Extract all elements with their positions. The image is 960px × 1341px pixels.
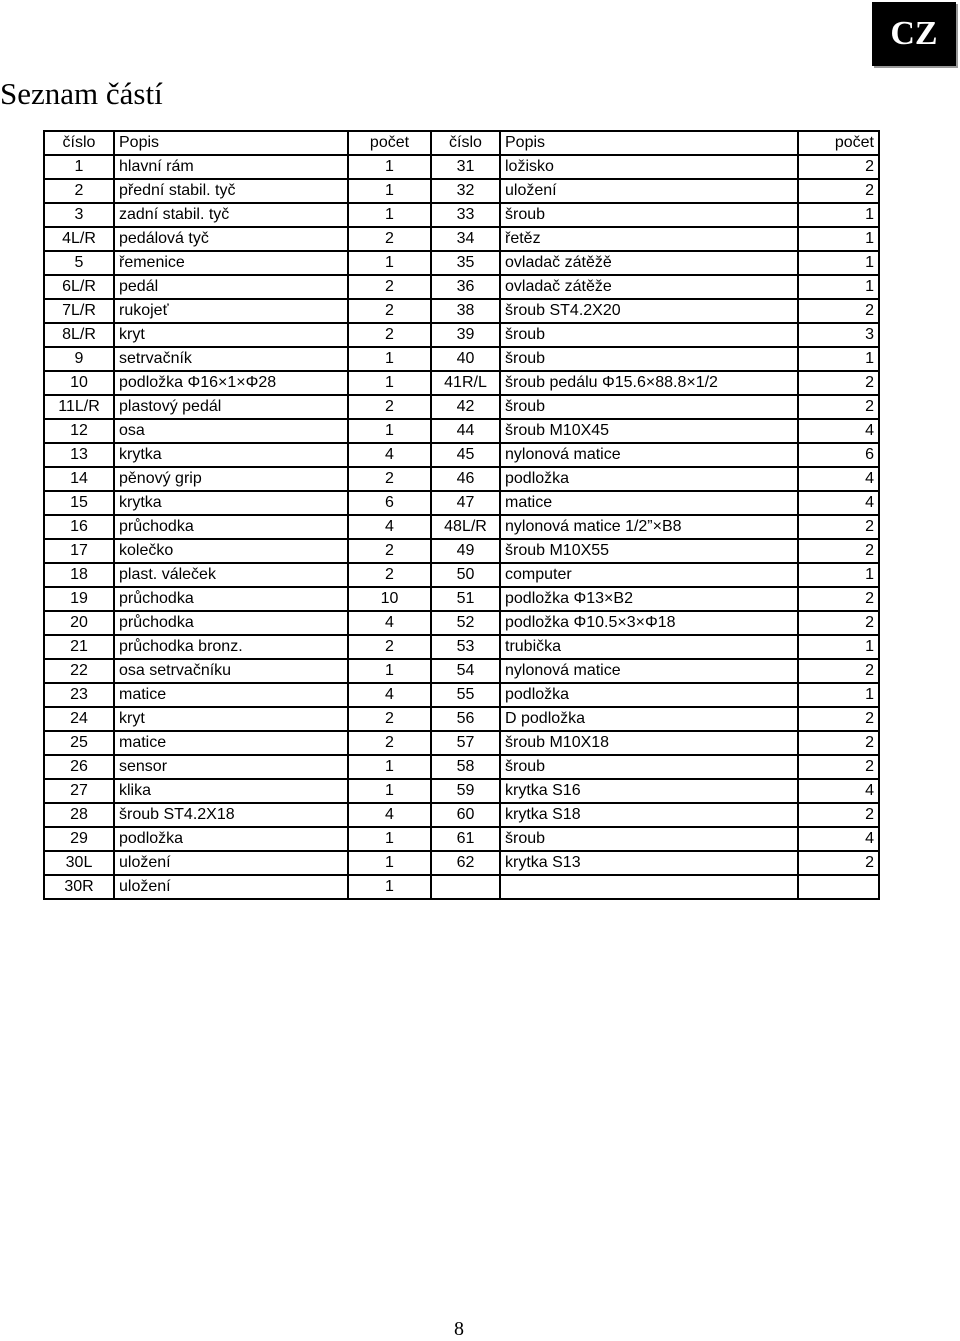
part-quantity-right: 4 — [798, 419, 879, 443]
part-number-right — [431, 875, 500, 899]
part-number-left: 29 — [44, 827, 114, 851]
header-popis-right: Popis — [500, 131, 798, 155]
part-number-right: 46 — [431, 467, 500, 491]
part-number-right: 36 — [431, 275, 500, 299]
part-description-right: nylonová matice — [500, 659, 798, 683]
part-description-left: setrvačník — [114, 347, 348, 371]
part-number-left: 5 — [44, 251, 114, 275]
table-row — [44, 515, 879, 539]
part-number-right: 40 — [431, 347, 500, 371]
page-number: 8 — [454, 1318, 464, 1340]
part-quantity-left: 4 — [348, 683, 431, 707]
part-number-right: 31 — [431, 155, 500, 179]
part-number-left: 21 — [44, 635, 114, 659]
table-row — [44, 755, 879, 779]
part-description-left: průchodka — [114, 611, 348, 635]
part-number-left: 28 — [44, 803, 114, 827]
part-number-right: 44 — [431, 419, 500, 443]
part-description-right: krytka S16 — [500, 779, 798, 803]
part-number-right: 50 — [431, 563, 500, 587]
part-description-left: kryt — [114, 707, 348, 731]
part-quantity-left: 4 — [348, 443, 431, 467]
part-quantity-right: 1 — [798, 635, 879, 659]
part-number-left: 30L — [44, 851, 114, 875]
part-number-left: 6L/R — [44, 275, 114, 299]
part-quantity-left: 2 — [348, 563, 431, 587]
part-quantity-right: 3 — [798, 323, 879, 347]
part-description-left: uložení — [114, 851, 348, 875]
part-quantity-right: 1 — [798, 203, 879, 227]
table-row — [44, 347, 879, 371]
table-row — [44, 659, 879, 683]
table-row — [44, 395, 879, 419]
part-number-left: 16 — [44, 515, 114, 539]
part-number-right: 60 — [431, 803, 500, 827]
part-number-left: 15 — [44, 491, 114, 515]
part-number-left: 17 — [44, 539, 114, 563]
part-quantity-left: 2 — [348, 299, 431, 323]
part-number-right: 35 — [431, 251, 500, 275]
part-description-left: krytka — [114, 491, 348, 515]
part-description-right: šroub pedálu Φ15.6×88.8×1/2 — [500, 371, 798, 395]
table-row — [44, 875, 879, 899]
part-quantity-right: 1 — [798, 275, 879, 299]
part-description-left: pedálová tyč — [114, 227, 348, 251]
part-description-right: ovladač zátěžě — [500, 251, 798, 275]
part-number-left: 14 — [44, 467, 114, 491]
part-description-left: plastový pedál — [114, 395, 348, 419]
part-description-left: přední stabil. tyč — [114, 179, 348, 203]
table-row — [44, 587, 879, 611]
table-row — [44, 299, 879, 323]
part-description-left: kryt — [114, 323, 348, 347]
part-description-right: šroub M10X18 — [500, 731, 798, 755]
part-quantity-right: 6 — [798, 443, 879, 467]
part-quantity-left: 4 — [348, 515, 431, 539]
part-description-left: kolečko — [114, 539, 348, 563]
table-row — [44, 443, 879, 467]
part-quantity-left: 1 — [348, 371, 431, 395]
part-quantity-right: 1 — [798, 563, 879, 587]
part-quantity-right: 1 — [798, 347, 879, 371]
part-description-right: šroub — [500, 755, 798, 779]
part-quantity-left: 2 — [348, 227, 431, 251]
part-quantity-right: 4 — [798, 779, 879, 803]
part-quantity-left: 1 — [348, 155, 431, 179]
parts-table — [43, 130, 880, 900]
header-cislo-right: číslo — [431, 131, 500, 155]
part-description-left: krytka — [114, 443, 348, 467]
part-description-left: pedál — [114, 275, 348, 299]
header-cislo-left: číslo — [44, 131, 114, 155]
part-number-left: 24 — [44, 707, 114, 731]
part-description-right: trubička — [500, 635, 798, 659]
part-quantity-left: 1 — [348, 179, 431, 203]
part-number-left: 9 — [44, 347, 114, 371]
part-description-left: osa — [114, 419, 348, 443]
part-description-left: podložka Φ16×1×Φ28 — [114, 371, 348, 395]
part-quantity-left: 1 — [348, 875, 431, 899]
part-number-right: 58 — [431, 755, 500, 779]
part-number-right: 34 — [431, 227, 500, 251]
part-number-left: 3 — [44, 203, 114, 227]
part-number-right: 49 — [431, 539, 500, 563]
part-quantity-right: 4 — [798, 491, 879, 515]
part-number-right: 57 — [431, 731, 500, 755]
part-number-left: 23 — [44, 683, 114, 707]
part-description-left: průchodka bronz. — [114, 635, 348, 659]
part-number-right: 53 — [431, 635, 500, 659]
table-row — [44, 683, 879, 707]
part-number-right: 59 — [431, 779, 500, 803]
page-title: Seznam částí — [0, 76, 163, 111]
part-quantity-right: 2 — [798, 515, 879, 539]
part-quantity-right: 2 — [798, 395, 879, 419]
part-number-right: 32 — [431, 179, 500, 203]
part-description-right: computer — [500, 563, 798, 587]
part-number-left: 25 — [44, 731, 114, 755]
part-quantity-left: 2 — [348, 275, 431, 299]
part-quantity-left: 2 — [348, 395, 431, 419]
part-quantity-right — [798, 875, 879, 899]
part-quantity-right: 2 — [798, 155, 879, 179]
part-description-right: nylonová matice — [500, 443, 798, 467]
part-quantity-left: 2 — [348, 323, 431, 347]
part-number-left: 20 — [44, 611, 114, 635]
part-description-right: D podložka — [500, 707, 798, 731]
part-quantity-left: 2 — [348, 467, 431, 491]
part-quantity-left: 1 — [348, 203, 431, 227]
part-description-right: podložka Φ13×B2 — [500, 587, 798, 611]
part-quantity-right: 2 — [798, 803, 879, 827]
part-number-right: 51 — [431, 587, 500, 611]
part-description-right: šroub M10X45 — [500, 419, 798, 443]
part-number-left: 26 — [44, 755, 114, 779]
part-quantity-left: 1 — [348, 755, 431, 779]
part-number-left: 2 — [44, 179, 114, 203]
part-description-right: šroub ST4.2X20 — [500, 299, 798, 323]
part-description-right: podložka Φ10.5×3×Φ18 — [500, 611, 798, 635]
part-description-left: matice — [114, 731, 348, 755]
part-number-right: 48L/R — [431, 515, 500, 539]
part-description-right: podložka — [500, 467, 798, 491]
part-quantity-left: 1 — [348, 851, 431, 875]
part-quantity-right: 2 — [798, 707, 879, 731]
parts-table-body — [44, 131, 879, 899]
part-description-right: řetěz — [500, 227, 798, 251]
part-description-right: šroub — [500, 827, 798, 851]
part-number-right: 45 — [431, 443, 500, 467]
table-row — [44, 323, 879, 347]
part-description-left: průchodka — [114, 587, 348, 611]
part-number-left: 22 — [44, 659, 114, 683]
part-number-right: 55 — [431, 683, 500, 707]
table-row — [44, 275, 879, 299]
table-row — [44, 851, 879, 875]
part-quantity-left: 1 — [348, 779, 431, 803]
part-quantity-left: 1 — [348, 827, 431, 851]
table-row — [44, 371, 879, 395]
part-number-left: 19 — [44, 587, 114, 611]
part-number-right: 62 — [431, 851, 500, 875]
part-description-left: hlavní rám — [114, 155, 348, 179]
part-number-right: 47 — [431, 491, 500, 515]
part-description-right: šroub — [500, 347, 798, 371]
part-description-right: šroub M10X55 — [500, 539, 798, 563]
header-pocet-left: počet — [348, 131, 431, 155]
part-quantity-left: 10 — [348, 587, 431, 611]
part-quantity-right: 2 — [798, 179, 879, 203]
part-description-right: krytka S13 — [500, 851, 798, 875]
part-description-right: šroub — [500, 323, 798, 347]
part-quantity-right: 2 — [798, 851, 879, 875]
table-row — [44, 827, 879, 851]
table-row — [44, 707, 879, 731]
part-quantity-left: 2 — [348, 539, 431, 563]
table-row — [44, 563, 879, 587]
part-description-left: podložka — [114, 827, 348, 851]
part-description-right: ovladač zátěže — [500, 275, 798, 299]
part-number-right: 56 — [431, 707, 500, 731]
table-row — [44, 611, 879, 635]
part-description-right: ložisko — [500, 155, 798, 179]
part-description-right: krytka S18 — [500, 803, 798, 827]
part-description-left: zadní stabil. tyč — [114, 203, 348, 227]
part-description-left: uložení — [114, 875, 348, 899]
part-quantity-right: 1 — [798, 683, 879, 707]
part-description-left: osa setrvačníku — [114, 659, 348, 683]
part-quantity-left: 6 — [348, 491, 431, 515]
part-description-right: podložka — [500, 683, 798, 707]
part-description-right: uložení — [500, 179, 798, 203]
table-row — [44, 803, 879, 827]
part-number-left: 11L/R — [44, 395, 114, 419]
header-pocet-right: počet — [798, 131, 879, 155]
part-number-right: 33 — [431, 203, 500, 227]
table-row — [44, 539, 879, 563]
table-row — [44, 779, 879, 803]
part-description-left: pěnový grip — [114, 467, 348, 491]
part-quantity-left: 1 — [348, 659, 431, 683]
part-quantity-left: 1 — [348, 347, 431, 371]
part-number-right: 39 — [431, 323, 500, 347]
language-badge: CZ — [872, 2, 956, 66]
part-quantity-right: 1 — [798, 251, 879, 275]
table-header-row — [44, 131, 879, 155]
table-row — [44, 731, 879, 755]
part-quantity-right: 2 — [798, 731, 879, 755]
part-number-right: 61 — [431, 827, 500, 851]
table-row — [44, 467, 879, 491]
part-number-left: 8L/R — [44, 323, 114, 347]
part-description-left: průchodka — [114, 515, 348, 539]
part-quantity-right: 2 — [798, 755, 879, 779]
part-number-left: 4L/R — [44, 227, 114, 251]
part-number-right: 41R/L — [431, 371, 500, 395]
part-description-left: šroub ST4.2X18 — [114, 803, 348, 827]
part-quantity-right: 2 — [798, 611, 879, 635]
part-number-left: 12 — [44, 419, 114, 443]
part-quantity-left: 2 — [348, 707, 431, 731]
table-row — [44, 155, 879, 179]
part-quantity-right: 2 — [798, 659, 879, 683]
part-quantity-right: 4 — [798, 827, 879, 851]
part-description-left: matice — [114, 683, 348, 707]
part-number-right: 38 — [431, 299, 500, 323]
table-row — [44, 635, 879, 659]
part-number-left: 7L/R — [44, 299, 114, 323]
part-number-right: 52 — [431, 611, 500, 635]
table-row — [44, 491, 879, 515]
part-quantity-right: 2 — [798, 371, 879, 395]
part-description-right: šroub — [500, 203, 798, 227]
part-number-left: 30R — [44, 875, 114, 899]
part-description-left: sensor — [114, 755, 348, 779]
part-quantity-left: 4 — [348, 803, 431, 827]
part-number-left: 10 — [44, 371, 114, 395]
table-row — [44, 227, 879, 251]
part-quantity-left: 2 — [348, 731, 431, 755]
part-quantity-right: 2 — [798, 299, 879, 323]
part-quantity-left: 1 — [348, 251, 431, 275]
part-quantity-right: 2 — [798, 587, 879, 611]
part-description-left: rukojeť — [114, 299, 348, 323]
table-row — [44, 419, 879, 443]
part-number-right: 54 — [431, 659, 500, 683]
part-quantity-left: 4 — [348, 611, 431, 635]
part-quantity-right: 1 — [798, 227, 879, 251]
part-description-left: klika — [114, 779, 348, 803]
table-row — [44, 179, 879, 203]
part-number-left: 18 — [44, 563, 114, 587]
table-row — [44, 251, 879, 275]
part-quantity-left: 2 — [348, 635, 431, 659]
part-number-left: 13 — [44, 443, 114, 467]
part-description-right: matice — [500, 491, 798, 515]
part-quantity-right: 4 — [798, 467, 879, 491]
part-number-left: 1 — [44, 155, 114, 179]
part-description-left: plast. váleček — [114, 563, 348, 587]
part-number-right: 42 — [431, 395, 500, 419]
part-description-right: šroub — [500, 395, 798, 419]
part-quantity-left: 1 — [348, 419, 431, 443]
part-description-left: řemenice — [114, 251, 348, 275]
table-row — [44, 203, 879, 227]
part-description-right: nylonová matice 1/2”×B8 — [500, 515, 798, 539]
part-number-left: 27 — [44, 779, 114, 803]
part-description-right — [500, 875, 798, 899]
header-popis-left: Popis — [114, 131, 348, 155]
part-quantity-right: 2 — [798, 539, 879, 563]
